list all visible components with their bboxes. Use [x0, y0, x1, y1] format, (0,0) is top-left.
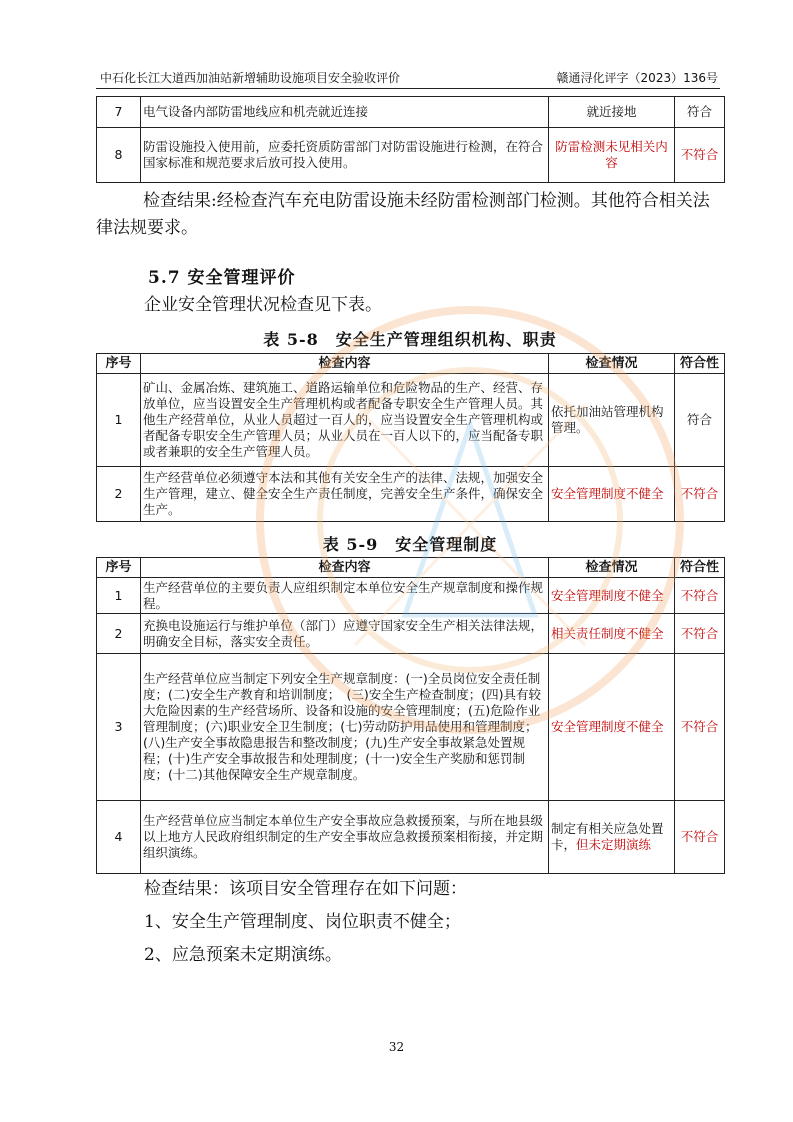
row-number: 2: [97, 467, 141, 522]
table-row: [97, 97, 725, 128]
table-row: [97, 654, 725, 801]
header-no: 序号: [97, 354, 141, 374]
row-number: 4: [97, 801, 141, 874]
check-status: 就近接地: [549, 97, 675, 128]
check-status: 安全管理制度不健全: [549, 654, 675, 801]
check-status: 依托加油站管理机构管理。: [549, 374, 675, 467]
check-content: 生产经营单位应当制定下列安全生产规章制度：(一)全员岗位安全责任制度；(二)安全生产教育和培训制度； (三)安全生产检查制度；(四)具有较大危险因素的生产经营场所、设备和设施的安全管理制度；(五)危险作业管理制度；(六)职业安全卫生制度；(七)劳动防护用品使用和管理制度；(八)生产安全事故隐患报告和整改制度；(九)生产安全事故紧急处置规程；(十)生产安全事故报告和处理制度；(十一)安全生产奖励和惩罚制度；(十二)其他保障安全生产规章制度。: [141, 654, 549, 801]
row-number: 1: [97, 578, 141, 614]
lightning-protection-table: [96, 96, 725, 183]
table-5-8-caption: 表 5-8 安全生产管理组织机构、职责: [263, 330, 557, 349]
page-header: [96, 66, 720, 89]
table-header-row: [97, 558, 725, 578]
check-status: 相关责任制度不健全: [549, 614, 675, 654]
section-intro: 企业安全管理状况检查见下表。: [144, 295, 382, 315]
check-content: 生产经营单位应当制定本单位生产安全事故应急救援预案，与所在地县级以上地方人民政府组织制定的生产安全事故应急救援预案相衔接，并定期组织演练。: [141, 801, 549, 874]
table-5-9: [96, 557, 725, 874]
lightning-check-result: 检查结果:经检查汽车充电防雷设施未经防雷检测部门检测。其他符合相关法律法规要求。: [96, 191, 710, 238]
conclusion-intro: 检查结果：该项目安全管理存在如下问题：: [144, 879, 467, 899]
table-5-8: [96, 353, 725, 522]
compliance-result: 不符合: [675, 467, 725, 522]
section-title: 5.7 安全管理评价: [148, 268, 296, 288]
conclusion-item-2: 2、应急预案未定期演练。: [144, 945, 342, 965]
row-number: 2: [97, 614, 141, 654]
row-number: 3: [97, 654, 141, 801]
status-part-a: 制定有相关应急处置卡，: [551, 821, 664, 852]
compliance-result: 不符合: [675, 614, 725, 654]
header-status: 检查情况: [549, 354, 675, 374]
check-content: 矿山、金属冶炼、建筑施工、道路运输单位和危险物品的生产、经营、存放单位，应当设置安全生产管理机构或者配备专职安全生产管理人员。其他生产经营单位，从业人员超过一百人的，应当设置安全生产管理机构或者配备专职安全生产管理人员；从业人员在一百人以下的，应当配备专职或者兼职的安全生产管理人员。: [141, 374, 549, 467]
status-part-b: 但未定期演练: [576, 837, 652, 852]
header-project-title: 中石化长江大道西加油站新增辅助设施项目安全验收评价: [100, 71, 401, 85]
check-content: 充换电设施运行与维护单位（部门）应遵守国家安全生产相关法律法规，明确安全目标，落实安全责任。: [141, 614, 549, 654]
table-5-9-caption: 表 5-9 安全管理制度: [322, 535, 498, 554]
table-row: [97, 467, 725, 522]
table-row: [97, 614, 725, 654]
table-row: [97, 801, 725, 874]
row-number: 1: [97, 374, 141, 467]
table-row: [97, 374, 725, 467]
check-status: 安全管理制度不健全: [549, 467, 675, 522]
header-content: 检查内容: [141, 354, 549, 374]
check-status: 防雷检测未见相关内容: [549, 128, 675, 183]
table-header-row: [97, 354, 725, 374]
compliance-result: 不符合: [675, 578, 725, 614]
check-content: 生产经营单位的主要负责人应组织制定本单位安全生产规章制度和操作规程。: [141, 578, 549, 614]
check-content: 生产经营单位必须遵守本法和其他有关安全生产的法律、法规，加强安全生产管理，建立、健全安全生产责任制度，完善安全生产条件，确保安全生产。: [141, 467, 549, 522]
row-number: 8: [97, 128, 141, 183]
compliance-result: 符合: [675, 97, 725, 128]
conclusion-item-1: 1、安全生产管理制度、岗位职责不健全；: [144, 912, 461, 932]
check-status: [549, 801, 675, 874]
header-doc-number: 赣通浔化评字（2023）136号: [556, 71, 718, 85]
header-content: 检查内容: [141, 558, 549, 578]
header-result: 符合性: [675, 354, 725, 374]
compliance-result: 不符合: [675, 128, 725, 183]
table-row: [97, 128, 725, 183]
check-content: 电气设备内部防雷地线应和机壳就近连接: [141, 97, 549, 128]
header-no: 序号: [97, 558, 141, 578]
compliance-result: 不符合: [675, 654, 725, 801]
table-row: [97, 578, 725, 614]
check-status: 安全管理制度不健全: [549, 578, 675, 614]
check-content: 防雷设施投入使用前，应委托资质防雷部门对防雷设施进行检测，在符合国家标准和规范要求后放可投入使用。: [141, 128, 549, 183]
header-result: 符合性: [675, 558, 725, 578]
page-number: 32: [388, 1040, 405, 1054]
row-number: 7: [97, 97, 141, 128]
compliance-result: 符合: [675, 374, 725, 467]
compliance-result: 不符合: [675, 801, 725, 874]
header-status: 检查情况: [549, 558, 675, 578]
